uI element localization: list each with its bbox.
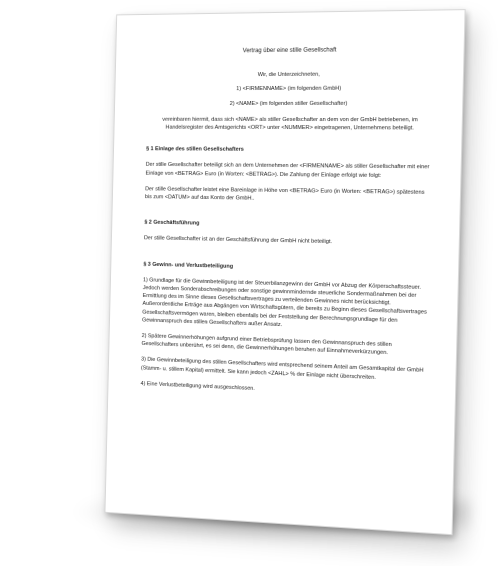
section-heading: § 3 Gewinn- und Verlustbeteiligung bbox=[143, 261, 234, 270]
section-paragraph: 2) Spätere Gewinnerhöhungen aufgrund einer Betriebsprüfung lassen den Gewinnanspruch des stillen Gesellschafters unberührt, es sei denn, die Gewinnerhöhungen beruhen auf Einnahmeverkürzungen. bbox=[141, 333, 392, 357]
section-heading: § 1 Einlage des stillen Gesellschafters bbox=[146, 146, 244, 153]
document-page bbox=[105, 9, 466, 535]
section-1 bbox=[145, 145, 434, 205]
section-paragraph: 4) Eine Verlustbeteiligung wird ausgeschlossen. bbox=[140, 380, 255, 392]
section-heading: § 2 Geschäftsführung bbox=[144, 219, 200, 227]
section-paragraph: Der stille Gesellschafter ist an der Geschäftsführung der GmbH nicht beteiligt. bbox=[143, 235, 333, 246]
party-2: 2) <NAME> (im folgenden stiller Gesellschafter) bbox=[229, 100, 348, 107]
section-2 bbox=[144, 219, 432, 249]
section-3 bbox=[140, 260, 431, 400]
section-paragraph: Der stille Gesellschafter leistet eine Bareinlage in Höhe von <BETRAG> Euro (in Worten: <BETRAG>) spätestens bis zum <DATUM> auf das Konto der GmbH.. bbox=[144, 186, 425, 202]
party-1: 1) <FIRMENNAME> (im folgenden GmbH) bbox=[236, 86, 342, 93]
section-paragraph: Der stille Gesellschafter beteiligt sich an dem Unternehmen der <FIRMENNAME> als stiller Gesellschafter mit einer Einlage von <BETRAG> Euro (in Worten: <BETRAG>). Die Zahlung der Einlage erfolgt wie folgt: bbox=[145, 162, 430, 179]
section-paragraph: 3) Die Gewinnbeteiligung des stillen Gesellschafters wird entsprechend seinem Anteil am Gesamtkapital der GmbH (Stamm- u. stillem Kapital) ermittelt. Sie kann jedoch <ZAHL> % der Einlage nicht überschreiten. bbox=[140, 357, 424, 381]
parties-intro: Wir, die Unterzeichneten, bbox=[257, 71, 320, 79]
agreement-text: vereinbaren hiermit, dass sich <NAME> als stiller Gesellschafter an dem von der GmbH betriebenen, im Handelsregister des Amtsgerichts <ORT> unter <NUMMER> eingetragenen, Unternehmens beteiligt. bbox=[162, 116, 418, 132]
document-title: Vertrag über eine stille Gesellschaft bbox=[242, 47, 337, 55]
section-paragraph: 1) Grundlage für die Gewinnbeteiligung ist der Steuerbilanzgewinn der GmbH vor Abzug der Körperschaftssteuer. Jedoch werden Sonderabschreibungen oder sonstige gewinnmindernde steuerliche Sondermaßnahmen bei der Ermittlung des im Sinne dieses Gesellschaftsvertrages zu verteilenden Gewinnes nicht berücksichtigt. Außerordentliche Erträge aus Abgängen von Wirtschaftsgütern, die bereits zu Beginn dieses Gesellschaftsvertrages Gesellschaftsvermögen waren, bleiben ebenfalls bei der Feststellung der Berechnungsgrundlage für den Gewinnanspruch des stillen Gesellschafters außer Ansatz. bbox=[142, 277, 427, 328]
